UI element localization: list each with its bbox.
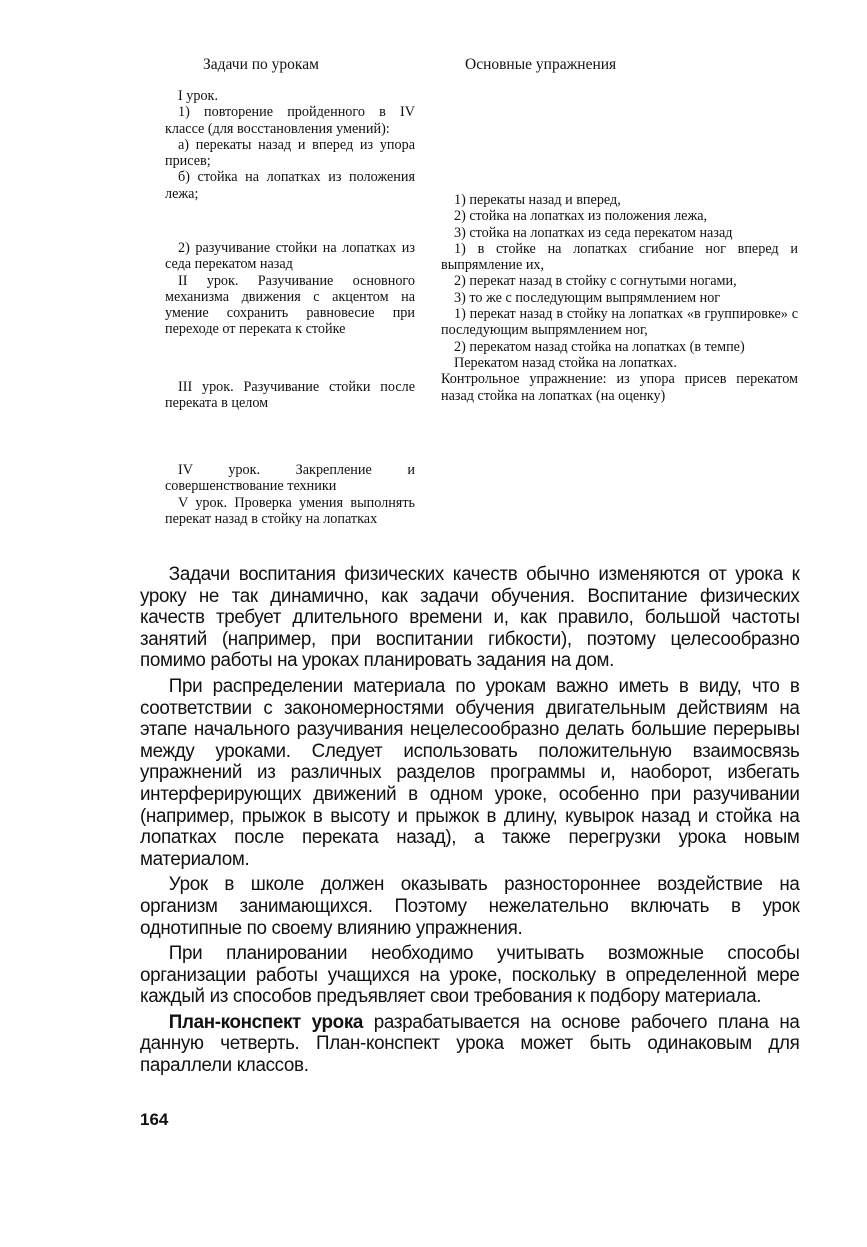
exercise-4: Перекатом назад стойка на лопатках. [454,354,677,371]
lesson-2-task: II урок. Разучивание основного механизма движения с акцентом на умение сохранить равновесие при переходе от переката к стойке [165,272,415,338]
lesson-5-task: V урок. Проверка умения выполнять перекат назад в стойку на лопатках [165,494,415,527]
exercise-1-1: 1) перекаты назад и вперед, [454,192,621,208]
term-lesson-plan: План-конспект урока [168,1010,364,1033]
paragraph-1: Задачи воспитания физических качеств обычно изменяются от урока к уроку не так динамично, как задачи обучения. Воспитание физических качеств требует длительного времени и, как правило, большой частоты занятий (например, при воспитании гибкости), поэтому целесообразно помимо работы на уроках планировать задания на дом. [140,563,800,672]
paragraph-5 [140,1012,800,1077]
paragraph-2: При распределении материала по урокам важно иметь в виду, что в соответствии с закономерностями обучения двигательным действиям на этапе начального разучивания нецелесообразно делать большие перерывы между уроками. Следует использовать положительную взаимосвязь упражнений из различных разделов программы и, наоборот, избегать интерферирующих движений в одном уроке, особенно при разучивании (например, прыжок в высоту и прыжок в длину, кувырок назад и стойка на лопатках после переката назад), а также перегрузки урока новым материалом. [140,674,800,870]
lesson-3-block [165,379,415,412]
exercise-3-1: 1) перекат назад в стойку на лопатках «в группировке» с последующим выпрямлением ног, [441,306,798,339]
paragraph-4: При планировании необходимо учитывать возможные способы организации работы учащихся на уроке, поскольку в определенной мере каждый из способов предъявляет свои требования к подбору материала. [140,942,800,1008]
paragraph-3: Урок в школе должен оказывать разностороннее воздействие на организм занимающихся. Поэтому нежелательно включать в урок однотипные по своему влиянию упражнения. [140,873,800,939]
column-header-exercises: Основные упражнения [465,56,617,73]
lesson-1-task-2: 2) разучивание стойки на лопатках из седа перекатом назад [165,240,415,273]
lesson-1-block [165,88,415,202]
exercise-3-2: 2) перекатом назад стойка на лопатках (в темпе) [454,338,745,355]
lesson-1-title: I урок. [178,88,218,104]
exercise-2-3: 3) то же с последующим выпрямлением ног [454,289,721,306]
exercise-5-control: Контрольное упражнение: из упора присев перекатом назад стойка на лопатках (на оценку) [441,371,798,404]
paragraph-5-text: разрабатывается на основе рабочего плана на данную четверть. План-конспект урока может быть одинаковым для параллели классов. [140,1010,800,1077]
exercises-block [441,192,798,404]
exercise-2-2: 2) перекат назад в стойку с согнутыми ногами, [454,273,737,290]
exercise-1-2: 2) стойка на лопатках из положения лежа, [454,208,708,225]
lesson-1-task-1b: б) стойка на лопатках из положения лежа; [165,169,415,202]
lesson-4-task: IV урок. Закрепление и совершенствование техники [165,462,415,495]
page-number: 164 [140,1110,169,1129]
exercise-2-1: 1) в стойке на лопатках сгибание ног вперед и выпрямление их, [441,240,798,274]
lesson-1-task-1a: а) перекаты назад и вперед из упора присев; [165,136,415,170]
body-text [140,564,800,1081]
lesson-3-task: III урок. Разучивание стойки после переката в целом [165,379,415,412]
lesson-1-task-2-block [165,240,415,338]
lesson-4-5-block [165,462,415,527]
lesson-1-task-1: 1) повторение пройденного в IV классе (для восстановления умений): [165,104,415,137]
exercise-1-3: 3) стойка на лопатках из седа перекатом назад [454,224,733,241]
column-header-tasks: Задачи по урокам [203,56,319,73]
